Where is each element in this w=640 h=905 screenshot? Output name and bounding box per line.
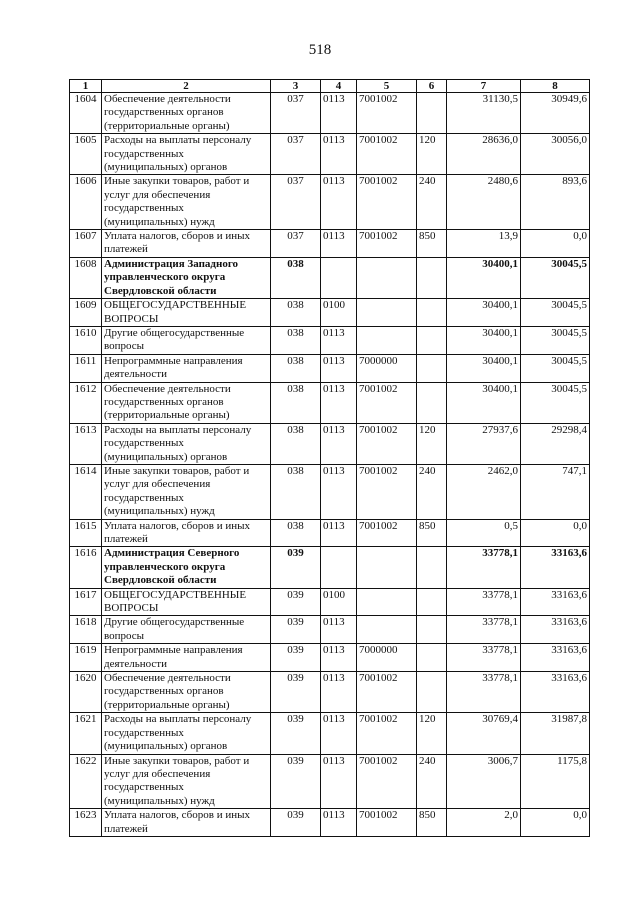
row-amount-2015-cell: 33163,6	[521, 588, 590, 616]
row-section-cell: 0113	[321, 616, 357, 644]
row-section-cell: 0113	[321, 713, 357, 754]
row-target-cell: 7001002	[357, 423, 417, 464]
row-target-cell: 7001002	[357, 230, 417, 258]
row-target-cell: 7001002	[357, 754, 417, 809]
table-row	[70, 616, 590, 644]
row-section-cell: 0113	[321, 672, 357, 713]
row-expense-type-cell: 850	[417, 230, 447, 258]
row-admin-code-cell: 037	[271, 93, 321, 134]
column-header: 8	[521, 80, 590, 93]
row-section-cell	[321, 257, 357, 298]
budget-table	[69, 79, 590, 837]
row-admin-code-cell: 038	[271, 326, 321, 354]
table-row	[70, 547, 590, 588]
row-name-cell: Администрация Северного управленческого округа Свердловской области	[102, 547, 271, 588]
row-target-cell	[357, 616, 417, 644]
row-expense-type-cell	[417, 644, 447, 672]
row-expense-type-cell: 850	[417, 809, 447, 837]
row-amount-2014-cell: 33778,1	[447, 588, 521, 616]
row-admin-code-cell: 037	[271, 175, 321, 230]
table-row	[70, 672, 590, 713]
row-name-cell: Расходы на выплаты персоналу государственных (муниципальных) органов	[102, 713, 271, 754]
table-row	[70, 230, 590, 258]
table-row	[70, 588, 590, 616]
row-expense-type-cell	[417, 672, 447, 713]
row-number-cell: 1621	[70, 713, 102, 754]
row-admin-code-cell: 039	[271, 809, 321, 837]
row-target-cell: 7001002	[357, 519, 417, 547]
row-section-cell: 0113	[321, 464, 357, 519]
row-admin-code-cell: 039	[271, 713, 321, 754]
row-admin-code-cell: 039	[271, 547, 321, 588]
row-expense-type-cell	[417, 616, 447, 644]
row-admin-code-cell: 038	[271, 382, 321, 423]
row-amount-2015-cell: 29298,4	[521, 423, 590, 464]
column-header: 6	[417, 80, 447, 93]
row-target-cell: 7001002	[357, 93, 417, 134]
row-amount-2014-cell: 2462,0	[447, 464, 521, 519]
row-name-cell: Другие общегосударственные вопросы	[102, 616, 271, 644]
row-target-cell	[357, 547, 417, 588]
row-amount-2014-cell: 0,5	[447, 519, 521, 547]
row-expense-type-cell	[417, 382, 447, 423]
row-amount-2014-cell: 33778,1	[447, 644, 521, 672]
row-number-cell: 1620	[70, 672, 102, 713]
row-name-cell: Администрация Западного управленческого округа Свердловской области	[102, 257, 271, 298]
row-name-cell: Непрограммные направления деятельности	[102, 644, 271, 672]
row-amount-2015-cell: 31987,8	[521, 713, 590, 754]
row-name-cell: Обеспечение деятельности государственных органов (территориальные органы)	[102, 672, 271, 713]
row-section-cell: 0113	[321, 326, 357, 354]
table-row	[70, 134, 590, 175]
row-name-cell: Иные закупки товаров, работ и услуг для обеспечения государственных (муниципальных) нужд	[102, 754, 271, 809]
row-number-cell: 1614	[70, 464, 102, 519]
column-header: 1	[70, 80, 102, 93]
row-amount-2014-cell: 33778,1	[447, 672, 521, 713]
row-expense-type-cell: 240	[417, 754, 447, 809]
row-admin-code-cell: 038	[271, 519, 321, 547]
table-row	[70, 175, 590, 230]
row-expense-type-cell: 240	[417, 464, 447, 519]
row-amount-2015-cell: 30045,5	[521, 326, 590, 354]
table-header-row	[70, 80, 590, 93]
row-target-cell: 7001002	[357, 175, 417, 230]
row-target-cell	[357, 588, 417, 616]
row-target-cell	[357, 257, 417, 298]
row-section-cell: 0113	[321, 754, 357, 809]
row-admin-code-cell: 038	[271, 464, 321, 519]
row-amount-2015-cell: 33163,6	[521, 672, 590, 713]
row-number-cell: 1610	[70, 326, 102, 354]
row-number-cell: 1611	[70, 354, 102, 382]
row-target-cell	[357, 299, 417, 327]
row-section-cell: 0113	[321, 230, 357, 258]
row-number-cell: 1605	[70, 134, 102, 175]
row-amount-2014-cell: 30769,4	[447, 713, 521, 754]
row-admin-code-cell: 038	[271, 299, 321, 327]
row-target-cell: 7001002	[357, 134, 417, 175]
row-name-cell: Уплата налогов, сборов и иных платежей	[102, 230, 271, 258]
row-amount-2014-cell: 28636,0	[447, 134, 521, 175]
row-section-cell: 0100	[321, 588, 357, 616]
row-amount-2015-cell: 1175,8	[521, 754, 590, 809]
table-row	[70, 257, 590, 298]
row-amount-2014-cell: 33778,1	[447, 616, 521, 644]
row-amount-2015-cell: 747,1	[521, 464, 590, 519]
row-name-cell: Расходы на выплаты персоналу государственных (муниципальных) органов	[102, 423, 271, 464]
table-row	[70, 93, 590, 134]
row-admin-code-cell: 039	[271, 754, 321, 809]
row-number-cell: 1609	[70, 299, 102, 327]
table-row	[70, 382, 590, 423]
row-name-cell: ОБЩЕГОСУДАРСТВЕННЫЕ ВОПРОСЫ	[102, 588, 271, 616]
row-expense-type-cell: 120	[417, 134, 447, 175]
row-section-cell: 0113	[321, 644, 357, 672]
table-row	[70, 464, 590, 519]
row-amount-2015-cell: 0,0	[521, 230, 590, 258]
row-amount-2015-cell: 30045,5	[521, 257, 590, 298]
row-amount-2014-cell: 31130,5	[447, 93, 521, 134]
row-target-cell: 7001002	[357, 713, 417, 754]
row-section-cell: 0113	[321, 382, 357, 423]
row-expense-type-cell	[417, 588, 447, 616]
table-row	[70, 809, 590, 837]
row-section-cell	[321, 547, 357, 588]
row-number-cell: 1607	[70, 230, 102, 258]
column-header: 5	[357, 80, 417, 93]
table-row	[70, 754, 590, 809]
row-expense-type-cell: 120	[417, 423, 447, 464]
table-row	[70, 519, 590, 547]
row-name-cell: ОБЩЕГОСУДАРСТВЕННЫЕ ВОПРОСЫ	[102, 299, 271, 327]
row-admin-code-cell: 039	[271, 616, 321, 644]
row-section-cell: 0113	[321, 93, 357, 134]
row-amount-2014-cell: 30400,1	[447, 257, 521, 298]
row-number-cell: 1615	[70, 519, 102, 547]
row-name-cell: Иные закупки товаров, работ и услуг для обеспечения государственных (муниципальных) нужд	[102, 464, 271, 519]
row-name-cell: Обеспечение деятельности государственных органов (территориальные органы)	[102, 382, 271, 423]
row-expense-type-cell: 120	[417, 713, 447, 754]
row-name-cell: Уплата налогов, сборов и иных платежей	[102, 519, 271, 547]
row-target-cell: 7001002	[357, 382, 417, 423]
row-admin-code-cell: 037	[271, 134, 321, 175]
row-target-cell: 7000000	[357, 354, 417, 382]
row-amount-2015-cell: 30056,0	[521, 134, 590, 175]
page-number: 518	[308, 42, 332, 58]
row-name-cell: Непрограммные направления деятельности	[102, 354, 271, 382]
row-admin-code-cell: 039	[271, 644, 321, 672]
row-amount-2014-cell: 3006,7	[447, 754, 521, 809]
row-section-cell: 0113	[321, 423, 357, 464]
row-target-cell: 7000000	[357, 644, 417, 672]
row-expense-type-cell	[417, 354, 447, 382]
row-amount-2015-cell: 33163,6	[521, 547, 590, 588]
row-amount-2015-cell: 30045,5	[521, 354, 590, 382]
row-admin-code-cell: 039	[271, 588, 321, 616]
row-section-cell: 0113	[321, 175, 357, 230]
row-amount-2014-cell: 30400,1	[447, 299, 521, 327]
table-row	[70, 354, 590, 382]
row-name-cell: Иные закупки товаров, работ и услуг для обеспечения государственных (муниципальных) нужд	[102, 175, 271, 230]
row-amount-2015-cell: 893,6	[521, 175, 590, 230]
row-target-cell: 7001002	[357, 464, 417, 519]
row-number-cell: 1604	[70, 93, 102, 134]
row-number-cell: 1619	[70, 644, 102, 672]
column-header: 3	[271, 80, 321, 93]
row-amount-2015-cell: 0,0	[521, 809, 590, 837]
table-row	[70, 423, 590, 464]
row-amount-2014-cell: 27937,6	[447, 423, 521, 464]
table-body	[70, 93, 590, 837]
column-header: 2	[102, 80, 271, 93]
row-number-cell: 1618	[70, 616, 102, 644]
row-name-cell: Другие общегосударственные вопросы	[102, 326, 271, 354]
column-header: 4	[321, 80, 357, 93]
row-amount-2014-cell: 13,9	[447, 230, 521, 258]
table-row	[70, 713, 590, 754]
table-row	[70, 326, 590, 354]
row-name-cell: Обеспечение деятельности государственных органов (территориальные органы)	[102, 93, 271, 134]
row-amount-2015-cell: 30045,5	[521, 382, 590, 423]
row-section-cell: 0113	[321, 809, 357, 837]
row-target-cell: 7001002	[357, 809, 417, 837]
row-number-cell: 1606	[70, 175, 102, 230]
row-amount-2015-cell: 30949,6	[521, 93, 590, 134]
row-expense-type-cell: 240	[417, 175, 447, 230]
row-expense-type-cell	[417, 299, 447, 327]
row-expense-type-cell	[417, 257, 447, 298]
row-target-cell: 7001002	[357, 672, 417, 713]
row-target-cell	[357, 326, 417, 354]
table-row	[70, 644, 590, 672]
row-amount-2014-cell: 33778,1	[447, 547, 521, 588]
row-expense-type-cell	[417, 93, 447, 134]
row-amount-2014-cell: 2480,6	[447, 175, 521, 230]
row-number-cell: 1608	[70, 257, 102, 298]
row-expense-type-cell	[417, 547, 447, 588]
row-admin-code-cell: 038	[271, 354, 321, 382]
row-section-cell: 0113	[321, 134, 357, 175]
row-section-cell: 0113	[321, 519, 357, 547]
row-admin-code-cell: 039	[271, 672, 321, 713]
row-amount-2015-cell: 33163,6	[521, 616, 590, 644]
row-number-cell: 1613	[70, 423, 102, 464]
row-amount-2014-cell: 30400,1	[447, 326, 521, 354]
row-amount-2014-cell: 30400,1	[447, 354, 521, 382]
row-name-cell: Уплата налогов, сборов и иных платежей	[102, 809, 271, 837]
row-number-cell: 1623	[70, 809, 102, 837]
row-amount-2015-cell: 0,0	[521, 519, 590, 547]
column-header: 7	[447, 80, 521, 93]
row-amount-2014-cell: 30400,1	[447, 382, 521, 423]
row-admin-code-cell: 038	[271, 257, 321, 298]
row-section-cell: 0100	[321, 299, 357, 327]
row-name-cell: Расходы на выплаты персоналу государственных (муниципальных) органов	[102, 134, 271, 175]
row-amount-2015-cell: 30045,5	[521, 299, 590, 327]
row-number-cell: 1622	[70, 754, 102, 809]
table-row	[70, 299, 590, 327]
row-section-cell: 0113	[321, 354, 357, 382]
row-number-cell: 1617	[70, 588, 102, 616]
row-number-cell: 1612	[70, 382, 102, 423]
row-admin-code-cell: 038	[271, 423, 321, 464]
row-expense-type-cell: 850	[417, 519, 447, 547]
row-expense-type-cell	[417, 326, 447, 354]
row-amount-2014-cell: 2,0	[447, 809, 521, 837]
row-number-cell: 1616	[70, 547, 102, 588]
row-amount-2015-cell: 33163,6	[521, 644, 590, 672]
row-admin-code-cell: 037	[271, 230, 321, 258]
